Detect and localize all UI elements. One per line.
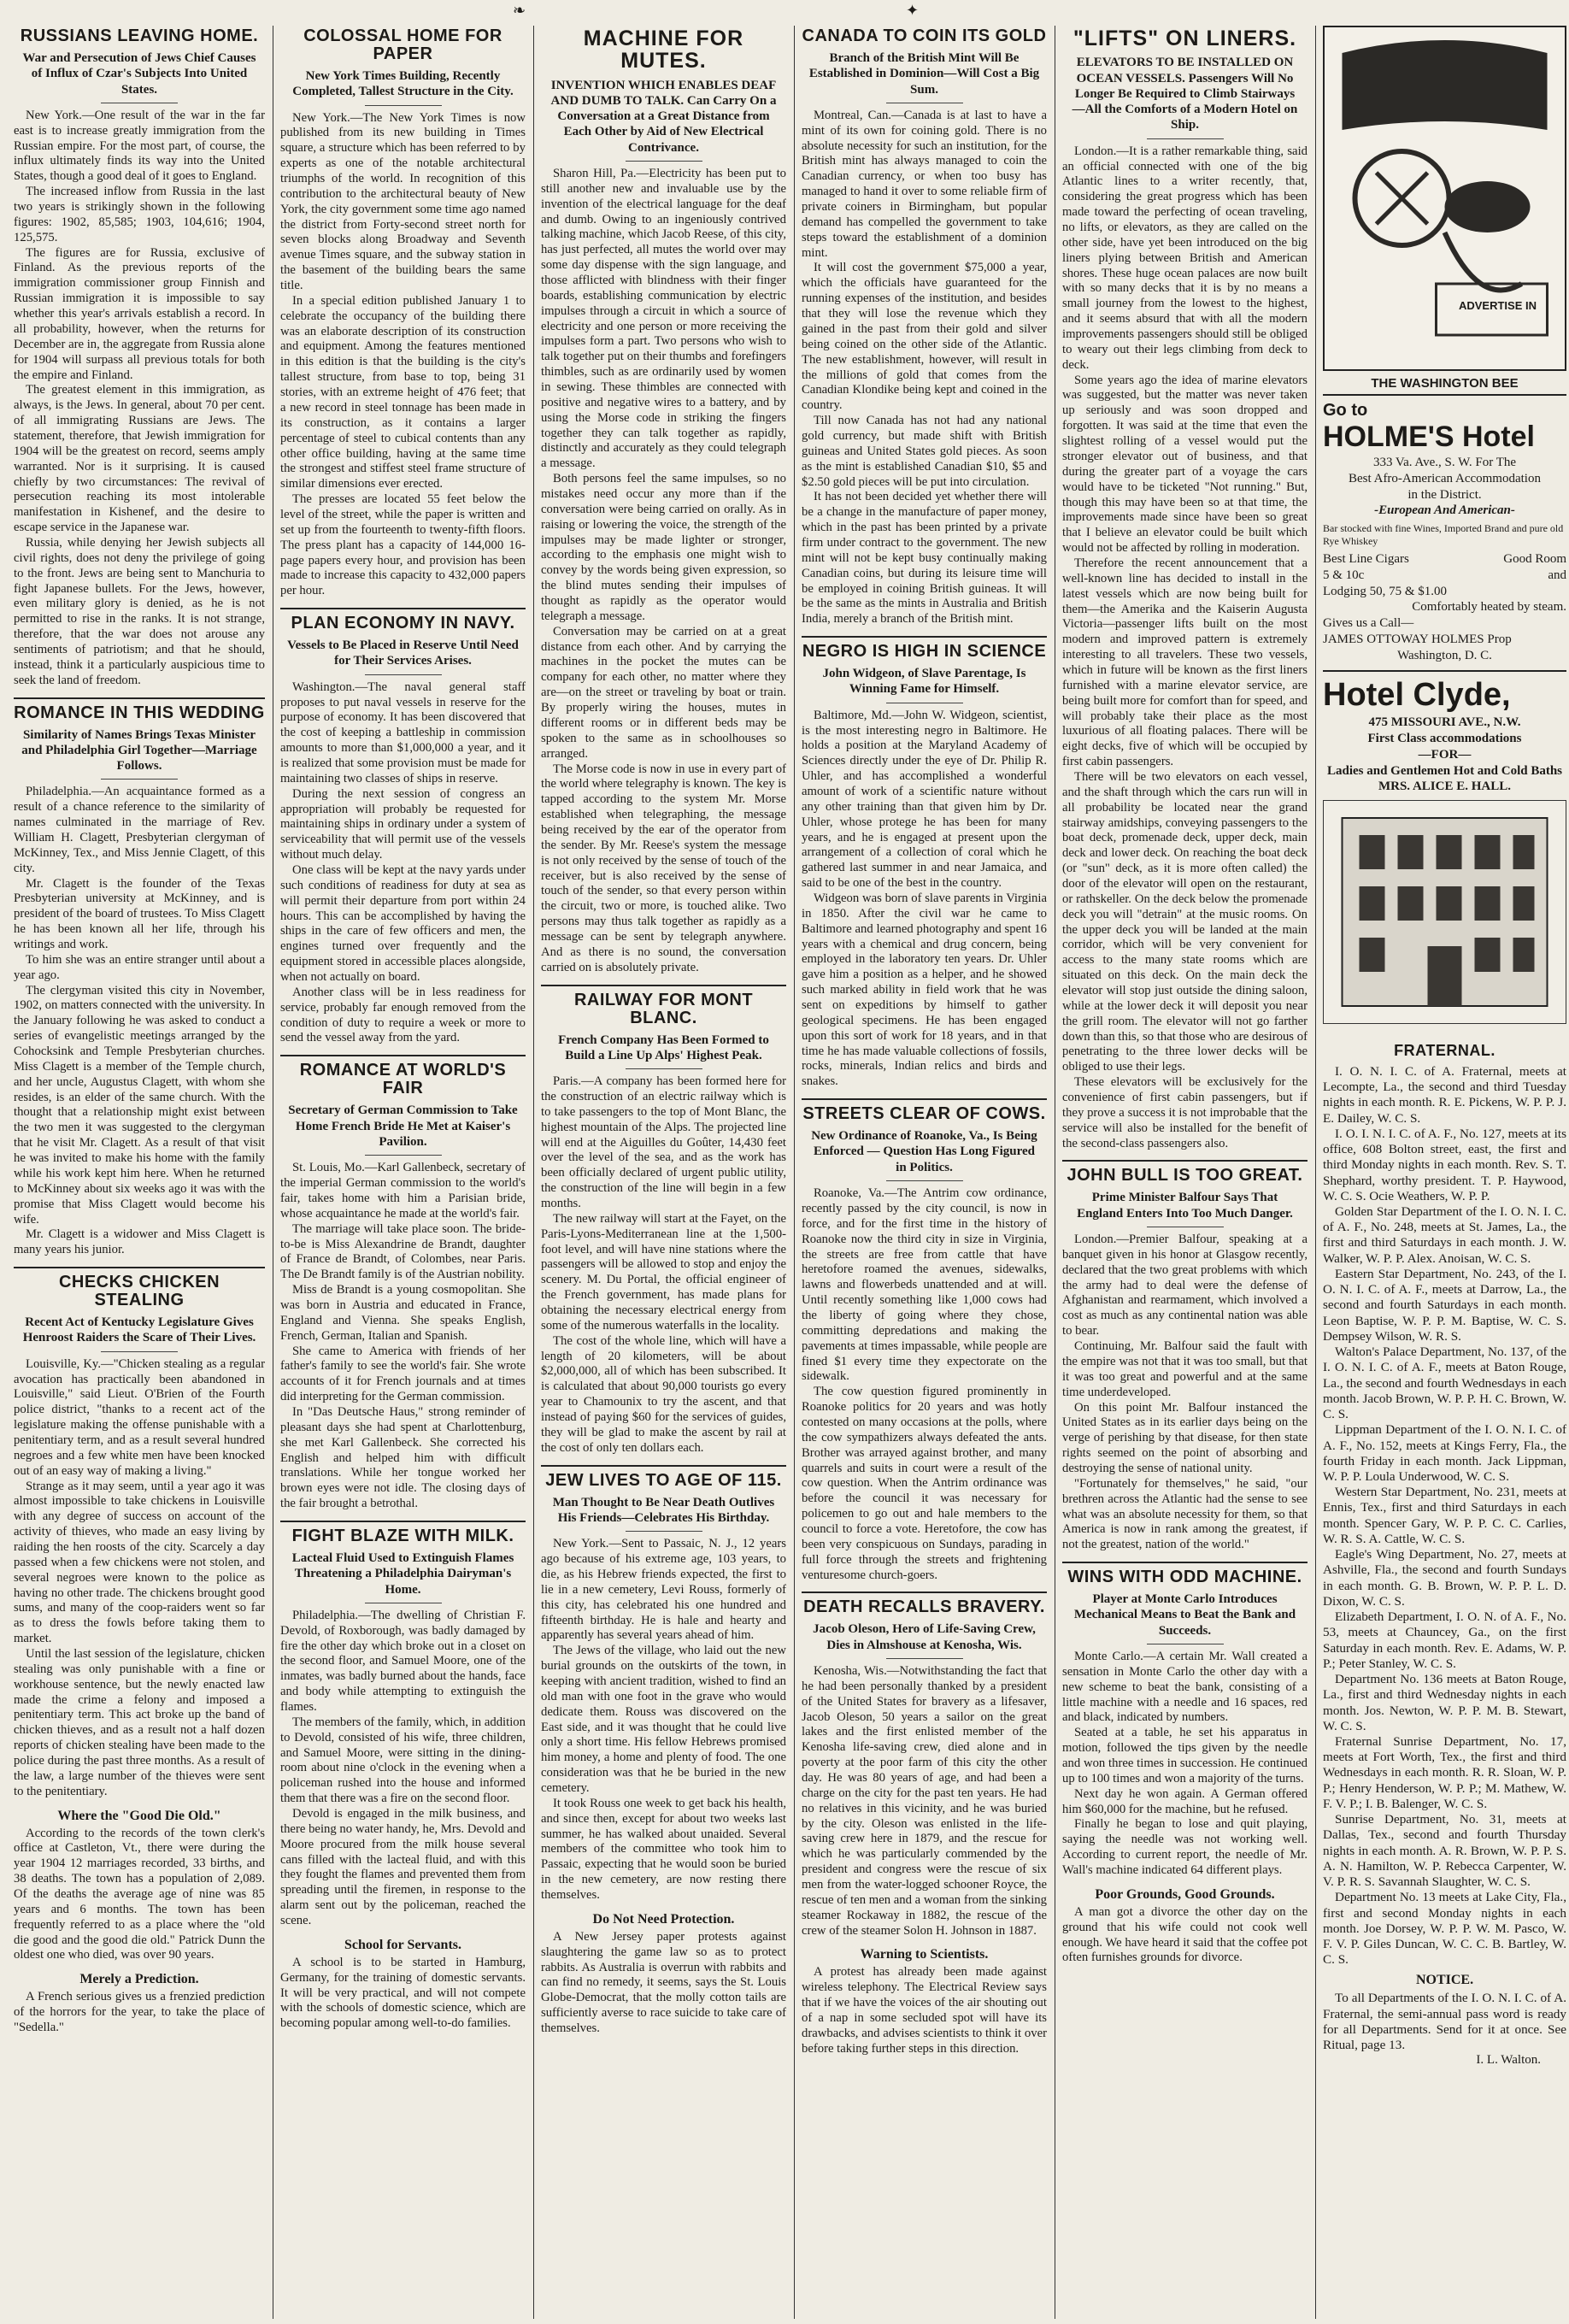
- headline: Where the "Good Die Old.": [57, 1808, 221, 1823]
- column-2: [273, 26, 533, 2319]
- paragraph: To him she was an entire stranger until about a year ago.: [14, 952, 265, 982]
- paragraph: A school is to be started in Hamburg, Germany, for the training of domestic servants. It will be very practical, and will not compete with the schools of domestic science, which are becoming popular among well-to-do families.: [280, 1955, 526, 2031]
- paragraph: These elevators will be exclusively for the convenience of first cabin passengers, but if they prove a success it is not improbable that the service will also be installed for the benefit of the second-class passengers also.: [1062, 1075, 1308, 1150]
- paragraph: The new railway will start at the Fayet, on the Paris-Lyons-Mediterranean line at the 1,500-foot level, and will have nine stations where the passengers will be allowed to stop and enjoy the scenery. M. Du Portal, the official engineer of the French government, has made plans for obtaining the necessary electrical energy from some of the numerous waterfalls in the locality.: [541, 1211, 786, 1333]
- bee-engraving-icon: [1325, 27, 1565, 369]
- headline: ROMANCE IN THIS WEDDING: [14, 697, 265, 722]
- article-body: [280, 1161, 526, 1512]
- article-body: [1062, 1650, 1308, 1879]
- notice-headline: NOTICE.: [1415, 1973, 1474, 1988]
- article-body: [280, 1609, 526, 1929]
- divider: [886, 1180, 963, 1181]
- paragraph: During the next session of congress an appropriation will probably be requested for maintaining ships in ordinary under a system of serviceability that will permit use of the vessels without much delay.: [280, 786, 526, 862]
- article: [541, 1912, 786, 2037]
- paragraph: London.—Premier Balfour, speaking at a banquet given in his honor at Glasgow recently, declared that the two great problems with which the army had to deal were the defense of Afghanistan and rearmament, which involved a cost as much as any continental nation was able to bear.: [1062, 1233, 1308, 1339]
- clyde-hotel-name: Hotel Clyde,: [1323, 677, 1511, 714]
- article: [541, 1465, 786, 1903]
- article: [280, 608, 526, 1046]
- headline: RAILWAY FOR MONT BLANC.: [541, 985, 786, 1027]
- column-4: [794, 26, 1055, 2319]
- article: [802, 636, 1047, 1090]
- paragraph: There will be two elevators on each vessel, and the shaft through which the cars run will in all probability be located near the grand stairway amidships, conveying passengers to the boat deck, promenade deck, upper deck, main deck and lower deck. On reaching the boat deck (or "sun" deck, as it is more often called) the door of the elevator will open on the restaurant, or rathskeller. On the deck below the promenade deck you will "detrain" at the music rooms. On the upper deck you will be landed at the main corridor, which will be very convenient for access to the many state rooms which are situated on this deck. On the main deck the elevator will stop just outside the dining saloon, while at the lower deck it will deposit you near the grill room. The elevator will not go farther down than this, so that those who are desirous of penetrating to the three lower decks will be obliged to use their legs.: [1062, 769, 1308, 1074]
- headline: RUSSIANS LEAVING HOME.: [20, 26, 259, 45]
- clyde-line: —FOR—: [1418, 747, 1472, 762]
- article: [14, 1972, 265, 2036]
- paragraph: A New Jersey paper protests against slaughtering the game law so as to protect rabbits. As Australia is overrun with rabbits and can find no remedy, it seems, says the St. Louis Globe-Democrat, that the molly cotton tails are sufficiently averse to race suicide to take care of themselves.: [541, 1929, 786, 2035]
- paragraph: St. Louis, Mo.—Karl Gallenbeck, secretary of the imperial German commission to the world's fair, takes home with him a Parisian bride, whose acquaintance he made at the world's fair.: [280, 1161, 526, 1221]
- clyde-engraving: [1323, 800, 1566, 1024]
- lodge-listing: Department No. 136 meets at Baton Rouge, La., first and third Wednesday nights in each month. Jos. Newton, W. P. P. M. B. Stewart, W. C. S.: [1323, 1672, 1566, 1733]
- lodge-listing: Western Star Department, No. 231, meets at Ennis, Tex., first and third Saturdays in each month. Spencer Gary, W. P. P. C. C. Carlies, W. R. S. A. Cattle, W. C. S.: [1323, 1485, 1566, 1546]
- article-body: [541, 1930, 786, 2037]
- deck: Vessels to Be Placed in Reserve Until Need for Their Services Arises.: [287, 638, 519, 668]
- deck: New York Times Building, Recently Completed, Tallest Structure in the City.: [292, 69, 514, 99]
- paragraph: The greatest element in this immigration, as always, is the Jews. In general, about 70 per cent. of all immigrating Russians are Jews. The statement, therefore, that Jewish immigration for 1904 will be the greatest on record, seems amply warranted. Nor is it surprising. It is caused chiefly by two circumstances: The revival of persecution reaching its most intolerable manifestation in Kishenef, and the desire to escape service in the Japanese war.: [14, 383, 265, 535]
- deck: War and Persecution of Jews Chief Causes of Influx of Czar's Subjects Into United States.: [22, 51, 256, 97]
- paragraph: A man got a divorce the other day on the ground that his wife could not cook well enough. We have heard it said that the coffee pot often furnishes grounds for divorce.: [1062, 1904, 1308, 1965]
- headline: STREETS CLEAR OF COWS.: [802, 1098, 1047, 1123]
- article: [802, 27, 1047, 627]
- holmes-bar-line: Bar stocked with fine Wines, Imported Brand and pure old Rye Whiskey: [1323, 522, 1564, 547]
- article: [14, 1809, 265, 1964]
- deck: Player at Monte Carlo Introduces Mechanical Means to Beat the Bank and Succeeds.: [1073, 1592, 1296, 1638]
- deck: New Ordinance of Roanoke, Va., Is Being Enforced — Question Has Long Figured in Politics.: [811, 1129, 1037, 1174]
- fraternal-headline: FRATERNAL.: [1394, 1042, 1496, 1059]
- article-body: [802, 1965, 1047, 2056]
- column-3: [533, 26, 794, 2319]
- deck: Jacob Oleson, Hero of Life-Saving Crew, Dies in Almshouse at Kenosha, Wis.: [813, 1622, 1036, 1652]
- holmes-call: Gives us a Call—: [1323, 616, 1414, 630]
- deck: Secretary of German Commission to Take Home French Bride He Met at Kaiser's Pavilion.: [288, 1103, 518, 1149]
- article: [14, 697, 265, 1259]
- headline: Poor Grounds, Good Grounds.: [1095, 1886, 1275, 1902]
- paragraph: Until the last session of the legislature, chicken stealing was only punishable with a fine or workhouse sentence, but the newly enacted law made the crime a felony and imposed a penitentiary term. This act broke up the band of chicken thieves, and as a result not a half dozen reports of chicken stealing have been made to the police during the past three months. As a result of the law, a large number of the thieves were sent to the penitentiary.: [14, 1647, 265, 1798]
- paragraph: "Fortunately for themselves," he said, "our brethren across the Atlantic had the sense to see what was an absolute necessity for them, so that America is now in rank among the greatest, if not the greatest, nation of the world.": [1062, 1476, 1308, 1552]
- paragraph: The cow question figured prominently in Roanoke politics for 20 years and was hotly contested on many occasions at the polls, where the cow sympathizers always defeated the ants. Brother was arrayed against brother, and many quarrels and suits in court were a result of the cow question. When the Antrim ordinance was before the council it was necessary for policemen to go out and hale members to the council to force a vote. Heretofore, the cow has been very conspicuous on Sundays, parading in full force through the streets and frightening venturesome church-goers.: [802, 1385, 1047, 1582]
- divider: [1147, 138, 1224, 139]
- holmes-and: and: [1548, 568, 1566, 582]
- paragraph: New York.—Sent to Passaic, N. J., 12 years ago because of his extreme age, 103 years, to die, as his Hebrew friends expected, the first to lie in a new cemetery, Levi Rouss, formerly of this city, has celebrated his one hundred and fifteenth birthday. He is hale and hearty and apparently has several years ahead of him.: [541, 1537, 786, 1643]
- headline: ROMANCE AT WORLD'S FAIR: [280, 1055, 526, 1097]
- article: [802, 1947, 1047, 2056]
- paragraph: Devold is engaged in the milk business, and there being no water handy, he, Mrs. Devold and Moore procured from the milk house several cans filled with the lacteal fluid, and with this they fought the flames and prevented them from spreading until the firemen, in response to the alarm sent out by the policeman, reached the scene.: [280, 1807, 526, 1928]
- article-body: [14, 785, 265, 1258]
- headline: JOHN BULL IS TOO GREAT.: [1062, 1160, 1308, 1185]
- article-body: [14, 1357, 265, 1800]
- paragraph: Baltimore, Md.—John W. Widgeon, scientist, is the most interesting negro in Baltimore. He holds a position at the Maryland Academy of Sciences directly under the eye of Dr. Philip R. Uhler, and has accomplished a wonderful amount of work of a scientific nature without any other training than that given him by Dr. Uhler, whose protege he has been for many years, and he is engaged at present upon the arrangement of a collection of coral which he gathered last summer in and near Jamaica, and said to be one of the best in the country.: [802, 708, 1047, 891]
- holmes-hotel-name: HOLME'S Hotel: [1323, 421, 1535, 453]
- headline: COLOSSAL HOME FOR PAPER: [303, 26, 502, 63]
- deck: Prime Minister Balfour Says That England Enters Into Too Much Danger.: [1077, 1191, 1293, 1221]
- holmes-price-row: [1323, 568, 1566, 584]
- deck: Similarity of Names Brings Texas Minister and Philadelphia Girl Together—Marriage Follows.: [21, 727, 257, 774]
- divider: [626, 161, 702, 162]
- paragraph: Some years ago the idea of marine elevators was suggested, but the matter was never taken up seriously and was soon dropped and forgotten. It was said at the time that even the slightest rolling of a vessel would put the stronger elevator out of business, and that during the greater part of a voyage the cars would have to be ticketed "Not running." But, though this may have been so at that time, the improvements made since have been so great that I believe an elevator could be built which would not be affected by rolling in moderation.: [1062, 373, 1308, 556]
- holmes-line: 333 Va. Ave., S. W. For The: [1372, 456, 1517, 469]
- article: [14, 1267, 265, 1800]
- divider: [626, 1531, 702, 1532]
- paragraph: Strange as it may seem, until a year ago it was almost impossible to take chickens in Louisville with any degree of success on account of the activity of thieves, who made an easy living by raiding the hen roosts of the city. Scarcely a day passed when a few chickens were not stolen, and several negroes were known to the police as having no other trade. The chickens brought good sums, and many of the coop-raiders went so far as to dress the fowls before taking them to market.: [14, 1479, 265, 1646]
- clyde-proprietor: MRS. ALICE E. HALL.: [1378, 780, 1512, 794]
- headline: Merely a Prediction.: [79, 1972, 199, 1987]
- article: [1062, 1160, 1308, 1553]
- holmes-proprietor: JAMES OTTOWAY HOLMES Prop: [1323, 632, 1512, 646]
- paragraph: It has not been decided yet whether there will be a change in the manufacture of paper money, which in the past has been printed by a private firm under contract to the government. The new mint will not be kept busy continually making Canadian coins, but during its leisure time will be employed in coining British guineas. It will be the same as the mints in Australia and British India, merely a branch of the British mint.: [802, 490, 1047, 627]
- divider: [626, 1068, 702, 1069]
- article-body: [1062, 1233, 1308, 1553]
- lodge-listing: Fraternal Sunrise Department, No. 17, meets at Fort Worth, Tex., the first and third Wednesdays in each month. R. R. Sloan, W. P. P.; Henry Henderson, W. P. P.; M. Mathew, W. F. V. P.; I. B. Balenger, W. C. S.: [1323, 1733, 1566, 1811]
- article: [14, 27, 265, 689]
- lodge-listing: Eastern Star Department, No. 243, of the I. O. N. I. C. of A. F., meets at Darrow, La., the second and fourth Saturdays in each month. Leon Baptise, W. P. P. M. Baptise, W. C. S. Dempsey Wilson, W. R. S.: [1323, 1266, 1566, 1344]
- paragraph: Sharon Hill, Pa.—Electricity has been put to still another new and invaluable use by the invention of the electrical language for the deaf and dumb. Owing to an ingeniously contrived talking machine, which Jacob Reese, of this city, has just perfected, all mutes the world over may some day dispense with the sign language, and those afflicted with blindness with their finger boards, establishing communication by electric impulses through a circuit in which a source of electricity and one person or more receiving the impulses form a part. Two persons who wish to talk together put on their thumbs and forefingers thimbles, such as are ordinarily used by women in sewing. These thimbles are connected with positive and negative wires to a battery, and by using the Morse code in striking the fingers together they can talk together as rapidly, distinctly and accurately as they could telegraph a message.: [541, 166, 786, 471]
- article: [541, 985, 786, 1456]
- holmes-lodging: Lodging 50, 75 & $1.00: [1323, 584, 1447, 598]
- headline: School for Servants.: [344, 1937, 462, 1952]
- headline: MACHINE FOR MUTES.: [583, 26, 744, 74]
- headline: JEW LIVES TO AGE OF 115.: [541, 1465, 786, 1490]
- paragraph: One class will be kept at the navy yards under such conditions of readiness for duty at sea as will permit their departure from port within 24 hours. This can be accomplished by having the ships in the care of few officers and men, the engines turned over frequently and the equipment stored in accessible places alongside, when not actually on board.: [280, 863, 526, 985]
- notice-text: To all Departments of the I. O. N. I. C. of A. Fraternal, the semi-annual pass word is ready for all Departments. Send for it at once. See Ritual, page 13.: [1323, 1991, 1566, 2053]
- holmes-line: in the District.: [1407, 487, 1482, 502]
- paragraph: Therefore the recent announcement that a well-known line has decided to install in the latest vessels which are now being built for them—the Amerika and the Kaiserin Augusta Victoria—passenger lifts built on the most modern and improved pattern is extremely interesting to all travelers. These two vessels, which in future will be known as the first liners furnished with a marine elevator service, are being built more for comfort than for speed, and will probably take their place as the most luxurious of all floating palaces. There will be eight decks, five of which will be occupied by first cabin passengers.: [1062, 556, 1308, 769]
- article-body: [802, 709, 1047, 1090]
- paragraph: Next day he won again. A German offered him $60,000 for the machine, but he refused.: [1062, 1786, 1308, 1816]
- paragraph: Mr. Clagett is the founder of the Texas Presbyterian university at McKinney, and is president of the board of trustees. To Miss Clagett he has been known all her life, through his writings and work.: [14, 876, 265, 952]
- paragraph: Washington.—The naval general staff proposes to put naval vessels in reserve for the purpose of economy. It has been discovered that the cost of keeping a battleship in commission amounts to more than $1,000,000 a year, and it is realized that some provision must be made for maintaining two classes of ships in reserve.: [280, 680, 526, 785]
- holmes-price: 5 & 10c: [1323, 568, 1365, 582]
- bee-caption: THE WASHINGTON BEE: [1371, 376, 1519, 391]
- holmes-good-room: Good Room: [1503, 552, 1566, 566]
- divider: [101, 779, 178, 780]
- paragraph: The increased inflow from Russia in the last two years is strikingly shown in the following figures: 1902, 85,585; 1903, 104,616; 1904, 125,575.: [14, 185, 265, 244]
- article: [280, 1521, 526, 1929]
- headline: NEGRO IS HIGH IN SCIENCE: [802, 636, 1047, 661]
- article-body: [280, 680, 526, 1047]
- paragraph: Russia, while denying her Jewish subjects all civil rights, does not deny the privilege of going to the front. Jews are being sent to Manchuria to fight Japanese bullets. For the Jews, however, even military glory is denied, as he is not permitted to rise in the ranks. It is not strange, therefore, that the war does not arouse any sentiments of patriotism; and that he should, instead, think it a particularly auspicious time to seek the land of freedom.: [14, 535, 265, 687]
- article: [541, 27, 786, 976]
- paragraph: The members of the family, which, in addition to Devold, consisted of his wife, three children, and Samuel Moore, were sitting in the dining-room about nine o'clock in the evening when a policeman rushed into the house and informed them that there was a fire on the second floor.: [280, 1715, 526, 1806]
- divider: [886, 1658, 963, 1659]
- paragraph: Montreal, Can.—Canada is at last to have a mint of its own for coining gold. There is no absolute necessity for such an institution, for the British mint has always managed to coin the Canadian currency, or when too busy has managed to hand it over to some reliable firm of private coiners in Birmingham, but popular demand has compelled the government to take steps toward the establishment of a dominion mint.: [802, 108, 1047, 260]
- paragraph: Louisville, Ky.—"Chicken stealing as a regular avocation has practically been abandoned in Louisville," said Lieut. O'Brien of the Fourth police district, "thanks to a recent act of the legislature making the offense punishable with a penitentiary term, and as a result several hundred negroes and a few white men have been knocked out of an easy way of making a living.": [14, 1356, 265, 1478]
- article-body: [802, 109, 1047, 627]
- article-body: [802, 1186, 1047, 1583]
- headline: PLAN ECONOMY IN NAVY.: [280, 608, 526, 632]
- headline: WINS WITH ODD MACHINE.: [1062, 1562, 1308, 1586]
- columns: [12, 26, 1566, 2319]
- paragraph: The Morse code is now in use in every part of the world where telegraphy is known. The key is tapped according to the system Mr. Morse established when telegraphing, the message being received by the ear of the operator from the sender. By Mr. Reese's system the message is not only received by the sense of touch of the receiver, but is also received by the sense of touch of the sender, so that every person within the circuit, two or more, is touched alike. Two persons may thus talk together as rapidly as a message can be sent by telegraph anywhere. And as there is no sound, the conversation carried on is absolutely private.: [541, 762, 786, 974]
- clyde-address: 475 MISSOURI AVE., N.W.: [1368, 715, 1521, 730]
- paragraph: Philadelphia.—An acquaintance formed as a result of a chance reference to the similarity of names culminated in the marriage of Rev. William H. Clagett, Presbyterian clergyman of McKinney, Tex., and Miss Jennie Clagett, of this city.: [14, 785, 265, 875]
- deck: French Company Has Been Formed to Build a Line Up Alps' Highest Peak.: [558, 1033, 769, 1062]
- paragraph: Paris.—A company has been formed here for the construction of an electric railway which is to take passengers to the top of Mont Blanc, the highest mountain of the Alps. The projected line will end at the Aiguilles du Goûter, 14,430 feet over the level of the sea, and as the work has been officially declared of urgent public utility, the construction of the line will begin in a few months.: [541, 1074, 786, 1210]
- article: [280, 1055, 526, 1512]
- article-body: [541, 1537, 786, 1903]
- paragraph: Kenosha, Wis.—Notwithstanding the fact that he had been personally thanked by a president of the United States for bravery as a lifesaver, Jacob Oleson, 50 years a sailor on the great lakes and the first enlisted member of the Kenosha life-saving crew, died alone and in poverty at the poor farm of this city the other day. He was 80 years of age, and had been a charge on the city for the past ten years. He had no relatives in this vicinity, and he was buried by the city. Oleson was enlisted in the life-saving crew here in 1879, and the rescue for which he was particularly commended by the president and congress were the rescue of six men from the water-logged schooner Royce, the rescue of ten men and a woman from the sinking steamer Rockaway in 1882, the rescue of the crew of the steamer Solon H. Johnson in 1887.: [802, 1664, 1047, 1938]
- holmes-hotel-ad: [1323, 394, 1566, 670]
- paragraph: Monte Carlo.—A certain Mr. Wall created a sensation in Monte Carlo the other day with a new scheme to beat the bank, consisting of a little machine with a needle and 16 spaces, red and black, indicated by numbers.: [1062, 1649, 1308, 1725]
- paragraph: The clergyman visited this city in November, 1902, on matters connected with the university. In the January following he was asked to conduct a series of evangelistic meetings arranged by the Cohocksink and Temple Presbyterian churches. Miss Clagett is a member of the Temple church, and her uncle, Augustus Clagett, with whom she resides, is an elder of the same church. With the thought that a relationship might exist between the two men it was suggested to the clergyman that he visit Mr. Clagett. As a result of that visit he was invited to make his home with the family while his work kept him here. When he returned to McKinney about six weeks ago it was with the promise that Miss Clagett would become his wife.: [14, 983, 265, 1227]
- holmes-line: Best Afro-American Accommodation: [1349, 471, 1541, 485]
- deck: Recent Act of Kentucky Legislature Gives Henroost Raiders the Scare of Their Lives.: [22, 1315, 256, 1345]
- holmes-city: Washington, D. C.: [1397, 648, 1492, 662]
- paragraph: Roanoke, Va.—The Antrim cow ordinance, recently passed by the city council, is now in force, and for the first time in the history of Roanoke now the third city in size in Virginia, the streets are free from cattle that have heretofore roamed the avenues, sidewalks, lawns and flowerbeds unattended and at will. Until recently something like 1,000 cows had the liberty of going where they chose, committing depredations and making the pavements at times impassable, while people are fined $1 every time they expectorate on the sidewalk.: [802, 1186, 1047, 1384]
- article: [1062, 1887, 1308, 1966]
- divider: [365, 105, 442, 106]
- paragraph: Philadelphia.—The dwelling of Christian F. Devold, of Roxborough, was badly damaged by fire the other day which broke out in a closet on the second floor, and Samuel Moore, one of the inmates, was badly burned about the hands, face and body while attempting to extinguish the flames.: [280, 1608, 526, 1715]
- clyde-line: Ladies and Gentlemen Hot and Cold Baths: [1326, 763, 1563, 778]
- article-body: [14, 1827, 265, 1964]
- paragraph: Mr. Clagett is a widower and Miss Clagett is many years his junior.: [14, 1227, 265, 1257]
- article-body: [14, 1990, 265, 2036]
- paragraph: A protest has already been made against wireless telephony. The Electrical Review says that if we have the voices of the air shouting out of a nap in some secluded spot will have its drawbacks, and advises scientists to think it over before taking further steps in this direction.: [802, 1965, 1047, 2056]
- ornament-icon: ❧: [513, 2, 526, 20]
- lodge-listing: Golden Star Department of the I. O. N. I. C. of A. F., No. 248, meets at St. James, La., the first and third Saturdays in each month. J. W. Walker, W. P. P. Alex. Anoisan, W. C. S.: [1323, 1204, 1566, 1266]
- paragraph: Both persons feel the same impulses, so no mistakes need occur any more than if the conversation were being carried on orally. As in raising or lowering the voice, the strength of the impulses may be made lighter or stronger, according to the emphasis one might wish to convey by the words being given expression, so the blind mutes sending their impulses of thought as rapidly as the operator would telegraph a message.: [541, 472, 786, 623]
- paragraph: Seated at a table, he set his apparatus in motion, followed the tips given by the needle and won three times in succession. He continued up to 100 times and won a majority of the turns.: [1062, 1726, 1308, 1786]
- holmes-heating: Comfortably heated by steam.: [1412, 600, 1566, 615]
- paragraph: The cost of the whole line, which will have a length of 20 kilometers, will be about $2,000,000, all of which has been subscribed. It is calculated that about 90,000 tourists go every year to Chamounix to try the ascent, and that instead of paying $60 for the services of guides, they will be glad to make the ascent by rail at the cost of only ten dollars each.: [541, 1333, 786, 1455]
- paragraph: Finally he began to lose and quit playing, saying the needle was not working well. According to current report, the needle of Mr. Wall's machine indicated 64 different plays.: [1062, 1817, 1308, 1878]
- deck: ELEVATORS TO BE INSTALLED ON OCEAN VESSELS. Passengers Will No Longer Be Required to Climb Stairways—All the Comforts of a Modern Hotel on Ship.: [1072, 56, 1298, 132]
- paragraph: London.—It is a rather remarkable thing, said an official connected with one of the big Atlantic lines to a writer recently, that, considering the great progress which has been made toward the perfecting of ocean traveling, no lifts, or elevators, as they are called on the other side, have yet been introduced on the big liners plying between British and American shores. These huge ocean palaces are now built with so many decks that it is by no means a small journey from the lowest to the highest, and it seems absurd that with all the modern improvements passengers should still be obliged to weary out their legs climbing from deck to deck.: [1062, 144, 1308, 372]
- column-5: [1055, 26, 1315, 2319]
- paragraph: On this point Mr. Balfour instanced the United States as in its earlier days being on the verge of perishing by that disease, for then state rights seemed on the point of absorbing and destroying the sense of national unity.: [1062, 1400, 1308, 1475]
- divider: [101, 1351, 178, 1352]
- article: [1062, 1562, 1308, 1879]
- lodge-listing: Eagle's Wing Department, No. 27, meets at Ashville, Fla., the second and fourth Sundays in each month. G. B. Brown, W. P. P. L. D. Dixon, W. C. S.: [1323, 1547, 1566, 1609]
- paragraph: A French serious gives us a frenzied prediction of the horrors for the year, to take the place of "Sedella.": [14, 1990, 265, 2035]
- article: [802, 1098, 1047, 1583]
- paragraph: She came to America with friends of her father's family to see the world's fair. She wrote accounts of it for French journals and at times did interpreting for the German commission.: [280, 1344, 526, 1404]
- headline: Do Not Need Protection.: [592, 1911, 735, 1927]
- column-6-ads: [1315, 26, 1569, 2319]
- article-body: [1062, 1905, 1308, 1966]
- hotel-clyde-ad: [1323, 670, 1566, 1036]
- paragraph: Miss de Brandt is a young cosmopolitan. She was born in Austria and educated in France, England and Vienna. She speaks English, French, German, Italian and Spanish.: [280, 1283, 526, 1343]
- lodge-listing: Walton's Palace Department, No. 137, of the I. O. N. I. C. of A. F., meets at Baton Rouge, La., the second and fourth Wednesdays in each month. Jacob Brown, W. P. P. H. C. Brown, W. C. S.: [1323, 1344, 1566, 1422]
- paragraph: In "Das Deutsche Haus," strong reminder of pleasant days she had spent at Charlottenburg, she met Karl Gallenbeck. She corrected his English and helped him with difficult translations. While her tongue worked her brown eyes were not idle. The closing days of the fair brought a betrothal.: [280, 1404, 526, 1511]
- headline: FIGHT BLAZE WITH MILK.: [280, 1521, 526, 1545]
- article-body: [14, 109, 265, 689]
- bee-advertise-label: ADVERTISE IN: [1458, 299, 1537, 312]
- deck: INVENTION WHICH ENABLES DEAF AND DUMB TO TALK. Can Carry On a Conversation at a Great Distance from Each Other by Aid of New Electrical Contrivance.: [550, 78, 777, 155]
- article-body: [541, 1074, 786, 1456]
- deck: Branch of the British Mint Will Be Established in Dominion—Will Cost a Big Sum.: [808, 51, 1040, 97]
- paragraph: According to the records of the town clerk's office at Castleton, Vt., there were during the year 1904 12 marriages recorded, 33 births, and 38 deaths. The town has a population of 2,089. Of the deaths the average age of nine was 85 years and 6 months. The town has been frequently referred to as a place where the "old die good and the good die old." Patrick Dunn the oldest one who died, was over 90 years.: [14, 1826, 265, 1962]
- holmes-line: -European And American-: [1374, 503, 1515, 518]
- paragraph: It will cost the government $75,000 a year, which the officials have guaranteed for the running expenses of the institution, and besides that they will lose the revenue which they gained in the past from their gold and silver being coined on the other side of the Atlantic. The new establishment, however, will result in the millions of gold that comes from the Canadian Klondike being kept and coined in the country.: [802, 261, 1047, 413]
- holmes-cigars-row: [1323, 551, 1566, 568]
- lodge-listing: Lippman Department of the I. O. N. I. C. of A. F., No. 152, meets at Kings Ferry, Fla., the fourth Friday in each month. Jack Lippman, W. P. P. Loula Underwood, W. C. S.: [1323, 1422, 1566, 1484]
- divider: [365, 674, 442, 675]
- paragraph: It took Rouss one week to get back his health, and since then, except for about two weeks last summer, he has walked about unaided. Several members of the committee who took him to Passaic, expecting that he would soon be buried in the new cemetery, are now resting there themselves.: [541, 1796, 786, 1902]
- lodge-listing: Department No. 13 meets at Lake City, Fla., first and second Monday nights in each month. Joe Dorsey, W. P. P. W. M. Pasco, W. F. V. P. Giles Duncan, W. C. C. B. Bartley, W. C. S.: [1323, 1890, 1566, 1968]
- lodge-listing: I. O. N. I. C. of A. Fraternal, meets at Lecompte, La., the second and third Tuesday nights in each month. R. E. Pickens, W. P. P. J. E. Dailey, W. C. S.: [1323, 1063, 1566, 1126]
- paragraph: The presses are located 55 feet below the level of the street, while the paper is written and set up from the fourteenth to twenty-fifth floors. The press plant has a capacity of 144,000 16-page papers every hour, and provision has been made to increase this capacity to 432,000 papers per hour.: [280, 492, 526, 598]
- holmes-go-to: Go to: [1323, 401, 1368, 420]
- paragraph: The figures are for Russia, exclusive of Finland. As the previous reports of the immigration commissioner group Finnish and Russian immigration it is impossible to say whether this year's arrivals establish a record. In all probability, however, when the returns for December are in, the aggregate from Russia alone for 1904 will surpass all previous totals for both the empire and Finland.: [14, 245, 265, 382]
- article: [280, 27, 526, 599]
- article: [1062, 27, 1308, 1151]
- top-ornament-strip: [0, 0, 1569, 21]
- paragraph: The Jews of the village, who laid out the new burial grounds on the outskirts of the town, in keeping with ancient tradition, wished to find an old man with one foot in the grave who would dedicate them. Rouss was discovered on the East side, and it was thought that he could live only a short time. His fellow Hebrews promised him money, a home and plenty of food. The one consideration was that he be buried in the new cemetery.: [541, 1644, 786, 1795]
- headline: CANADA TO COIN ITS GOLD: [802, 26, 1047, 45]
- paragraph: Continuing, Mr. Balfour said the fault with the empire was not that it was too small, but that it was too great and powerful and at the same time underdeveloped.: [1062, 1339, 1308, 1399]
- hotel-engraving-icon: [1324, 801, 1566, 1023]
- article-body: [280, 1956, 526, 2032]
- article: [280, 1938, 526, 2032]
- fraternal-section: [1323, 1038, 1566, 2068]
- clyde-line: First Class accommodations: [1367, 732, 1522, 745]
- paragraph: Widgeon was born of slave parents in Virginia in 1850. After the civil war he came to Baltimore and learned photography and spent 16 years with a chemical and drug concern, being employed in the laboratory ten years. Dr. Uhler gave him a position as a helper, and he showed such marked ability in field work that he was sent on expeditions by himself to gather geological specimens. He has been engaged upon this sort of work for 18 years, and in that time he has made valuable collections of fossils, rocks, minerals, Indian relics and birds and snakes.: [802, 891, 1047, 1089]
- headline: CHECKS CHICKEN STEALING: [14, 1267, 265, 1309]
- deck: John Widgeon, of Slave Parentage, Is Winning Fame for Himself.: [822, 667, 1026, 697]
- divider: [365, 1155, 442, 1156]
- paragraph: Another class will be in less readiness for service, probably far enough removed from the condition of duty to require a week or more to send the vessel away from the yard.: [280, 985, 526, 1045]
- paragraph: New York.—The New York Times is now published from its new building in Times square, a structure which has been referred to by experts as one of the notable architectural triumphs of the world. In recognition of this contribution to the architectural beauty of New York, the city government some time ago named the district from Forty-second street north for seven blocks along Broadway and Seventh avenue Times square, and the subway station in the basement of the building bears the same title.: [280, 110, 526, 293]
- article-body: [541, 167, 786, 976]
- lodge-listing: I. O. I. N. I. C. of A. F., No. 127, meets at its office, 608 Bolton street, east, the first and third Monday nights in each month. Rev. S. T. Shephard, worthy president. T. P. Haywood, W. C. S. Ocie Weathers, W. P. P.: [1323, 1126, 1566, 1203]
- article-body: [1062, 144, 1308, 1152]
- column-1: [12, 26, 273, 2319]
- article-body: [802, 1664, 1047, 1939]
- holmes-cigars: Best Line Cigars: [1323, 552, 1409, 566]
- paragraph: New York.—One result of the war in the far east is to increase greatly immigration from the Russian empire. For the most part, of course, the influx ultimately finds its way into the United States, though a good deal of it goes to England.: [14, 108, 265, 184]
- deck: Lacteal Fluid Used to Extinguish Flames Threatening a Philadelphia Dairyman's Home.: [291, 1550, 514, 1597]
- deck: Man Thought to Be Near Death Outlives His Friends—Celebrates His Birthday.: [552, 1495, 775, 1525]
- washington-bee-illustration: [1323, 26, 1566, 371]
- headline: Warning to Scientists.: [860, 1947, 989, 1962]
- paragraph: Conversation may be carried on at a great distance from each other. And by carrying the machines in the pocket the mutes can be company for each other, no matter where they are—on the street or traveling by boat or train. By properly wiring the houses, mutes in different rooms or in different beds may be spoken to the same as in schoolhouses so arranged.: [541, 624, 786, 761]
- notice-signature: I. L. Walton.: [1476, 2053, 1541, 2068]
- paragraph: In a special edition published January 1 to celebrate the occupancy of the building there was an elaborate description of its construction and equipment. Among the features mentioned in this edition is that the building is the city's tallest structure, from base to top, being 31 stories, with an extreme height of 476 feet; that a new record in steel tonnage has been made in its construction, as it contains a larger percentage of steel to cubical contents than any other office building, having at the same time the strongest and stiffest steel frame structure of similar dimensions ever erected.: [280, 293, 526, 491]
- lodge-listing: Sunrise Department, No. 31, meets at Dallas, Tex., second and fourth Thursday nights in each month. A. R. Brown, W. P. P. S. A. N. Hamilton, W. P. Rebecca Carpenter, W. V. P. R. S. Savannah Slaughter, W. C. S.: [1323, 1812, 1566, 1890]
- article-body: [280, 111, 526, 600]
- paragraph: Till now Canada has not had any national gold currency, but made shift with British guineas and United States gold pieces. As soon as the mint is established Canadian $10, $5 and $2.50 gold pieces will be put into circulation.: [802, 414, 1047, 489]
- article: [802, 1591, 1047, 1939]
- paragraph: The marriage will take place soon. The bride-to-be is Miss Alexandrine de Brandt, daughter of France de Brandt, of Colombes, near Paris. The De Brandt family is of the Austrian nobility.: [280, 1221, 526, 1282]
- lodge-listing: Elizabeth Department, I. O. N. of A. F., No. 53, meets at Chauncey, Ga., on the first Saturday in each month. Rev. E. Adams, W. P. P.; Peter Stanley, W. C. S.: [1323, 1609, 1566, 1671]
- headline: DEATH RECALLS BRAVERY.: [802, 1591, 1047, 1616]
- headline: "LIFTS" ON LINERS.: [1072, 26, 1297, 50]
- ornament-icon: ✦: [906, 2, 920, 20]
